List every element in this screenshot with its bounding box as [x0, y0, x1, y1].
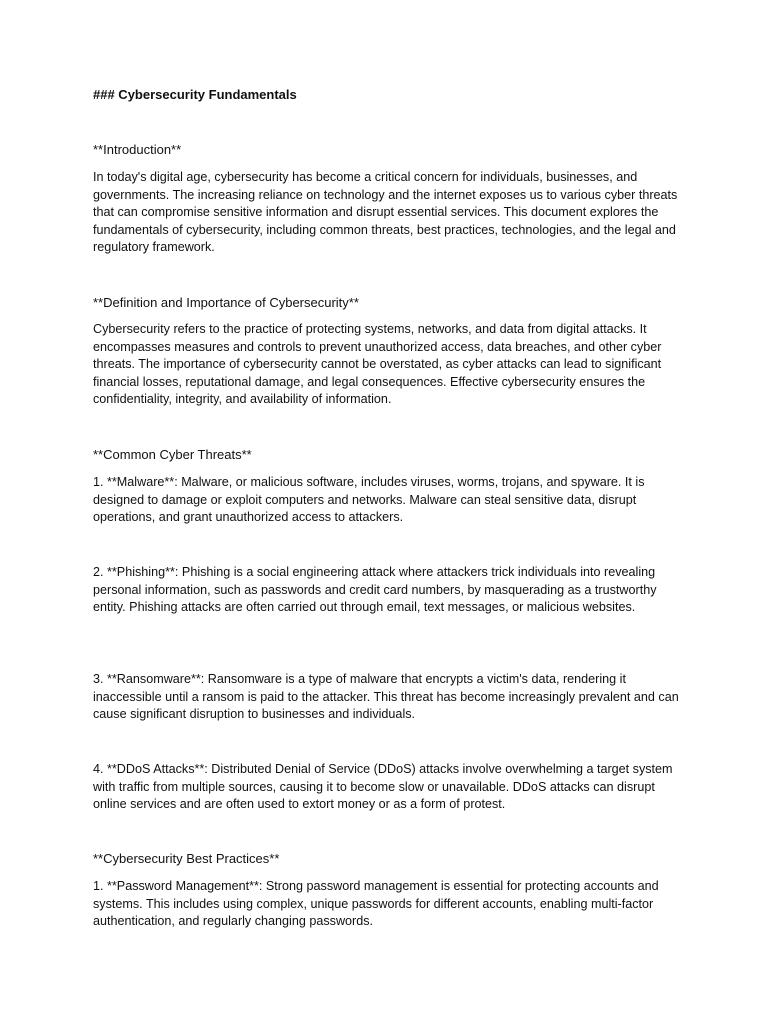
list-item-phishing: 2. **Phishing**: Phishing is a social engineering attack where attackers trick individuals into revealing personal information, such as passwords and credit card numbers, by masquerading as a trustworthy entity. Phishing attacks are often carried out through email, text messages, or malicious websites. — [93, 565, 657, 615]
list-item-ddos: 4. **DDoS Attacks**: Distributed Denial of Service (DDoS) attacks involve overwhelming a target system with traffic from multiple sources, causing it to become slow or unavailable. DDoS attacks can disrupt online services and are often used to extort money or as a form of protest. — [93, 762, 673, 812]
document-title: ### Cybersecurity Fundamentals — [93, 87, 297, 102]
list-item-malware: 1. **Malware**: Malware, or malicious software, includes viruses, worms, trojans, and spyware. It is designed to damage or exploit computers and networks. Malware can steal sensitive data, disrupt operations, and grant unauthorized access to attackers. — [93, 475, 645, 525]
section-heading-best-practices: **Cybersecurity Best Practices** — [93, 851, 280, 866]
list-item-ransomware: 3. **Ransomware**: Ransomware is a type of malware that encrypts a victim's data, rendering it inaccessible until a ransom is paid to the attacker. This threat has become increasingly prevalent and can cause significant disruption to businesses and individuals. — [93, 672, 679, 722]
paragraph-definition: Cybersecurity refers to the practice of protecting systems, networks, and data from digital attacks. It encompasses measures and controls to prevent unauthorized access, data breaches, and other cyber threats. The importance of cybersecurity cannot be overstated, as cyber attacks can lead to significant financial losses, reputational damage, and legal consequences. Effective cybersecurity ensures the confidentiality, integrity, and availability of information. — [93, 322, 662, 407]
paragraph-introduction: In today's digital age, cybersecurity has become a critical concern for individuals, businesses, and governments. The increasing reliance on technology and the internet exposes us to various cyber threats that can compromise sensitive information and disrupt essential services. This document explores the fundamentals of cybersecurity, including common threats, best practices, technologies, and the legal and regulatory framework. — [93, 170, 678, 255]
list-item-password-management: 1. **Password Management**: Strong password management is essential for protecting accounts and systems. This includes using complex, unique passwords for different accounts, enabling multi-factor authentication, and regularly changing passwords. — [93, 879, 659, 929]
section-heading-threats: **Common Cyber Threats** — [93, 447, 252, 462]
section-heading-introduction: **Introduction** — [93, 142, 182, 157]
section-heading-definition: **Definition and Importance of Cybersecurity** — [93, 295, 359, 310]
